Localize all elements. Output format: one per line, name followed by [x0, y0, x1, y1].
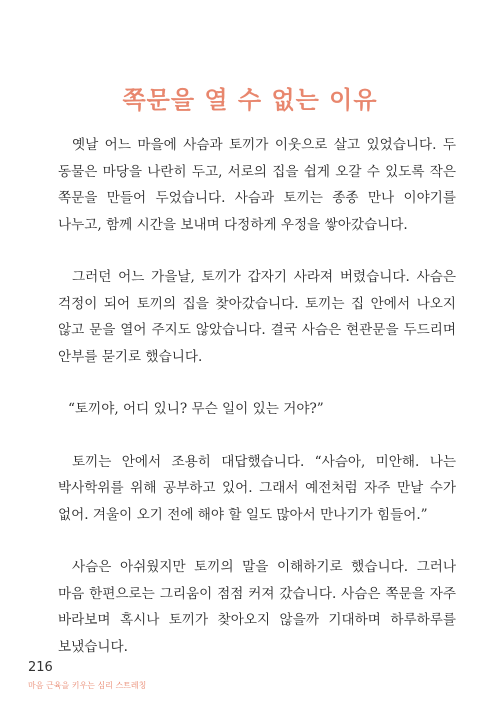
running-footer-book-title: 마음 근육을 키우는 심리 스트레칭: [28, 681, 147, 690]
paragraph-4: 토끼는 안에서 조용히 대답했습니다. “사슴아, 미안해. 나는 박사학위를 위해 공부하고 있어. 그래서 예전처럼 자주 만날 수가 없어. 겨울이 오기 전에 해야 할 일도 많아서 만나기가 힘들어.”: [58, 453, 456, 523]
page-number: 216: [28, 660, 53, 675]
paragraph-1: 옛날 어느 마을에 사슴과 토끼가 이웃으로 살고 있었습니다. 두 동물은 마당을 나란히 두고, 서로의 집을 쉽게 오갈 수 있도록 작은 쪽문을 만들어 두었습니다. 사슴과 토끼는 종종 만나 이야기를 나누고, 함께 시간을 보내며 다정하게 우정을 쌓아갔습니다.: [58, 137, 456, 233]
paragraph-2: 그러던 어느 가을날, 토끼가 갑자기 사라져 버렸습니다. 사슴은 걱정이 되어 토끼의 집을 찾아갔습니다. 토끼는 집 안에서 나오지 않고 문을 열어 주지도 않았습니다. 결국 사슴은 현관문을 두드리며 안부를 묻기로 했습니다.: [58, 269, 456, 365]
chapter-title: 쪽문을 열 수 없는 이유: [122, 86, 378, 114]
paragraph-3-dialogue: “토끼야, 어디 있니? 무슨 일이 있는 거야?”: [68, 401, 324, 417]
paragraph-5: 사슴은 아쉬웠지만 토끼의 말을 이해하기로 했습니다. 그러나 마음 한편으로는 그리움이 점점 커져 갔습니다. 사슴은 쪽문을 자주 바라보며 혹시나 토끼가 찾아오지 않을까 기대하며 하루하루를 보냈습니다.: [58, 559, 456, 655]
body-text: [58, 132, 456, 686]
